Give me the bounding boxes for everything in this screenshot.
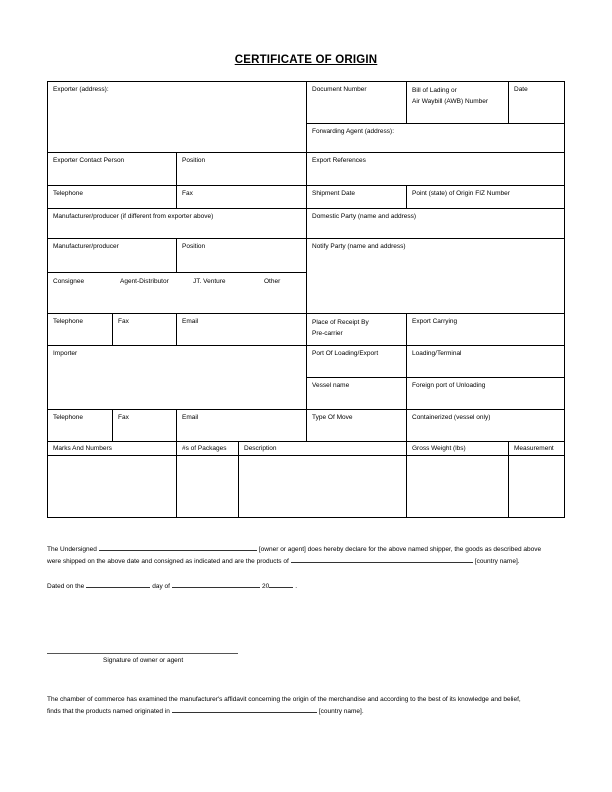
declaration-line2-end: [country name].: [474, 558, 520, 565]
cell-telephone-3[interactable]: [47, 409, 112, 441]
label-export-references: Export References: [312, 157, 366, 164]
declaration-line2-start: were shipped on the above date and consigned as indicated and are the products of: [47, 558, 289, 565]
label-position-2: Position: [182, 243, 206, 250]
cell-fax-2[interactable]: [112, 313, 176, 345]
label-fax-2: Fax: [118, 318, 129, 325]
cell-type-of-move[interactable]: [306, 409, 406, 441]
option-other[interactable]: Other: [264, 278, 281, 285]
dated-start: Dated on the: [47, 583, 85, 590]
cell-manufacturer-if-different[interactable]: [47, 208, 306, 238]
cell-vessel-name[interactable]: [306, 377, 406, 409]
cell-telephone-1[interactable]: [47, 185, 176, 208]
signature-line[interactable]: [47, 653, 238, 654]
cell-manufacturer[interactable]: [47, 238, 176, 272]
cell-document-number[interactable]: [306, 81, 406, 123]
label-type-of-move: Type Of Move: [312, 414, 353, 421]
page-title: CERTIFICATE OF ORIGIN: [234, 54, 378, 66]
signature-caption: Signature of owner or agent: [103, 657, 184, 664]
chamber-line2-end: [country name].: [318, 708, 364, 715]
cell-position-1[interactable]: [176, 152, 306, 185]
cell-origin-fiz-number[interactable]: [406, 185, 565, 208]
label-loading-terminal: Loading/Terminal: [412, 350, 462, 357]
header-packages: [176, 441, 238, 455]
cell-place-of-receipt[interactable]: [306, 313, 406, 345]
label-fax-1: Fax: [182, 190, 193, 197]
label-manufacturer: Manufacturer/producer: [53, 243, 119, 250]
blank-dated-day[interactable]: [86, 580, 150, 588]
cell-date[interactable]: [508, 81, 565, 123]
label-notify-party: Notify Party (name and address): [312, 243, 406, 250]
header-gross-weight: [406, 441, 508, 455]
option-jt-venture[interactable]: JT. Venture: [193, 278, 226, 285]
label-bill-of-lading-line1: Bill of Lading or: [412, 87, 457, 94]
cell-gross-weight-input[interactable]: [406, 455, 508, 518]
cell-email-2[interactable]: [176, 409, 306, 441]
blank-owner-agent-name[interactable]: [99, 543, 257, 551]
cell-telephone-2[interactable]: [47, 313, 112, 345]
label-date: Date: [514, 86, 528, 93]
label-measurement: Measurement: [514, 445, 554, 452]
cell-bill-of-lading[interactable]: [406, 81, 508, 123]
label-exporter-contact-person: Exporter Contact Person: [53, 157, 125, 164]
header-description: [238, 441, 406, 455]
header-measurement: [508, 441, 565, 455]
cell-description-input[interactable]: [238, 455, 406, 518]
label-packages: #s of Packages: [182, 445, 227, 452]
chamber-paragraph: [47, 694, 587, 717]
cell-foreign-port-unloading[interactable]: [406, 377, 565, 409]
blank-chamber-country[interactable]: [172, 705, 317, 713]
label-domestic-party: Domestic Party (name and address): [312, 213, 417, 220]
label-shipment-date: Shipment Date: [312, 190, 355, 197]
dated-suffix: .: [295, 583, 297, 590]
chamber-line1: The chamber of commerce has examined the manufacturer's affidavit concerning the origin of the merchandise and according to the best of its knowledge and belief,: [47, 696, 521, 703]
label-manufacturer-if-different: Manufacturer/producer (if different from exporter above): [53, 213, 214, 220]
cell-shipment-date[interactable]: [306, 185, 406, 208]
header-marks-and-numbers: [47, 441, 176, 455]
cell-loading-terminal[interactable]: [406, 345, 565, 377]
label-importer: Importer: [53, 350, 78, 357]
cell-containerized[interactable]: [406, 409, 565, 441]
declaration-line1-end: [owner or agent] does hereby declare for the above named shipper, the goods as described above: [258, 546, 542, 553]
cell-exporter-address[interactable]: [47, 81, 306, 152]
blank-dated-year[interactable]: [269, 580, 293, 588]
label-telephone-3: Telephone: [53, 414, 83, 421]
blank-dated-month[interactable]: [172, 580, 260, 588]
label-telephone-2: Telephone: [53, 318, 83, 325]
label-fax-3: Fax: [118, 414, 129, 421]
cell-measurement-input[interactable]: [508, 455, 565, 518]
blank-products-country[interactable]: [291, 555, 473, 563]
label-port-of-loading: Port Of Loading/Export: [312, 350, 379, 357]
label-exporter-address: Exporter (address):: [53, 86, 109, 93]
label-bill-of-lading-line2: Air Waybill (AWB) Number: [412, 98, 489, 105]
label-containerized: Containerized (vessel only): [412, 414, 491, 421]
dated-year-prefix: 20: [261, 583, 270, 590]
label-gross-weight: Gross Weight (lbs): [412, 445, 466, 452]
label-place-of-receipt-line1: Place of Receipt By: [312, 319, 369, 326]
label-email-1: Email: [182, 318, 199, 325]
label-foreign-port-unloading: Foreign port of Unloading: [412, 382, 486, 389]
cell-notify-party[interactable]: [306, 238, 565, 313]
label-vessel-name: Vessel name: [312, 382, 350, 389]
label-telephone-1: Telephone: [53, 190, 83, 197]
label-marks-and-numbers: Marks And Numbers: [53, 445, 112, 452]
cell-port-of-loading[interactable]: [306, 345, 406, 377]
dated-mid: day of: [152, 583, 170, 590]
cell-position-2[interactable]: [176, 238, 306, 272]
cell-packages-input[interactable]: [176, 455, 238, 518]
label-place-of-receipt-line2: Pre-carrier: [312, 330, 343, 337]
cell-forwarding-agent[interactable]: [306, 123, 565, 152]
label-email-2: Email: [182, 414, 199, 421]
chamber-line2-start: finds that the products named originated in: [47, 708, 170, 715]
cell-marks-and-numbers-input[interactable]: [47, 455, 176, 518]
label-forwarding-agent: Forwarding Agent (address):: [312, 128, 395, 135]
label-document-number: Document Number: [312, 86, 367, 93]
dated-line: [47, 580, 297, 592]
certificate-form-table: [47, 81, 565, 518]
cell-domestic-party[interactable]: [306, 208, 565, 238]
cell-fax-1[interactable]: [176, 185, 306, 208]
cell-exporter-contact-person[interactable]: [47, 152, 176, 185]
label-position-1: Position: [182, 157, 206, 164]
cell-fax-3[interactable]: [112, 409, 176, 441]
label-description: Description: [244, 445, 277, 452]
option-consignee[interactable]: Consignee: [53, 278, 85, 285]
cell-export-carrying[interactable]: [406, 313, 565, 345]
declaration-paragraph: [47, 543, 587, 567]
label-export-carrying: Export Carrying: [412, 318, 458, 325]
declaration-line1-start: The Undersigned: [47, 546, 97, 553]
cell-consignee-type-row[interactable]: [47, 272, 306, 313]
label-origin-fiz-number: Point (state) of Origin FIZ Number: [412, 190, 510, 197]
cell-importer[interactable]: [47, 345, 306, 409]
option-agent-distributor[interactable]: Agent-Distributor: [120, 278, 169, 285]
cell-email-1[interactable]: [176, 313, 306, 345]
cell-export-references[interactable]: [306, 152, 565, 185]
